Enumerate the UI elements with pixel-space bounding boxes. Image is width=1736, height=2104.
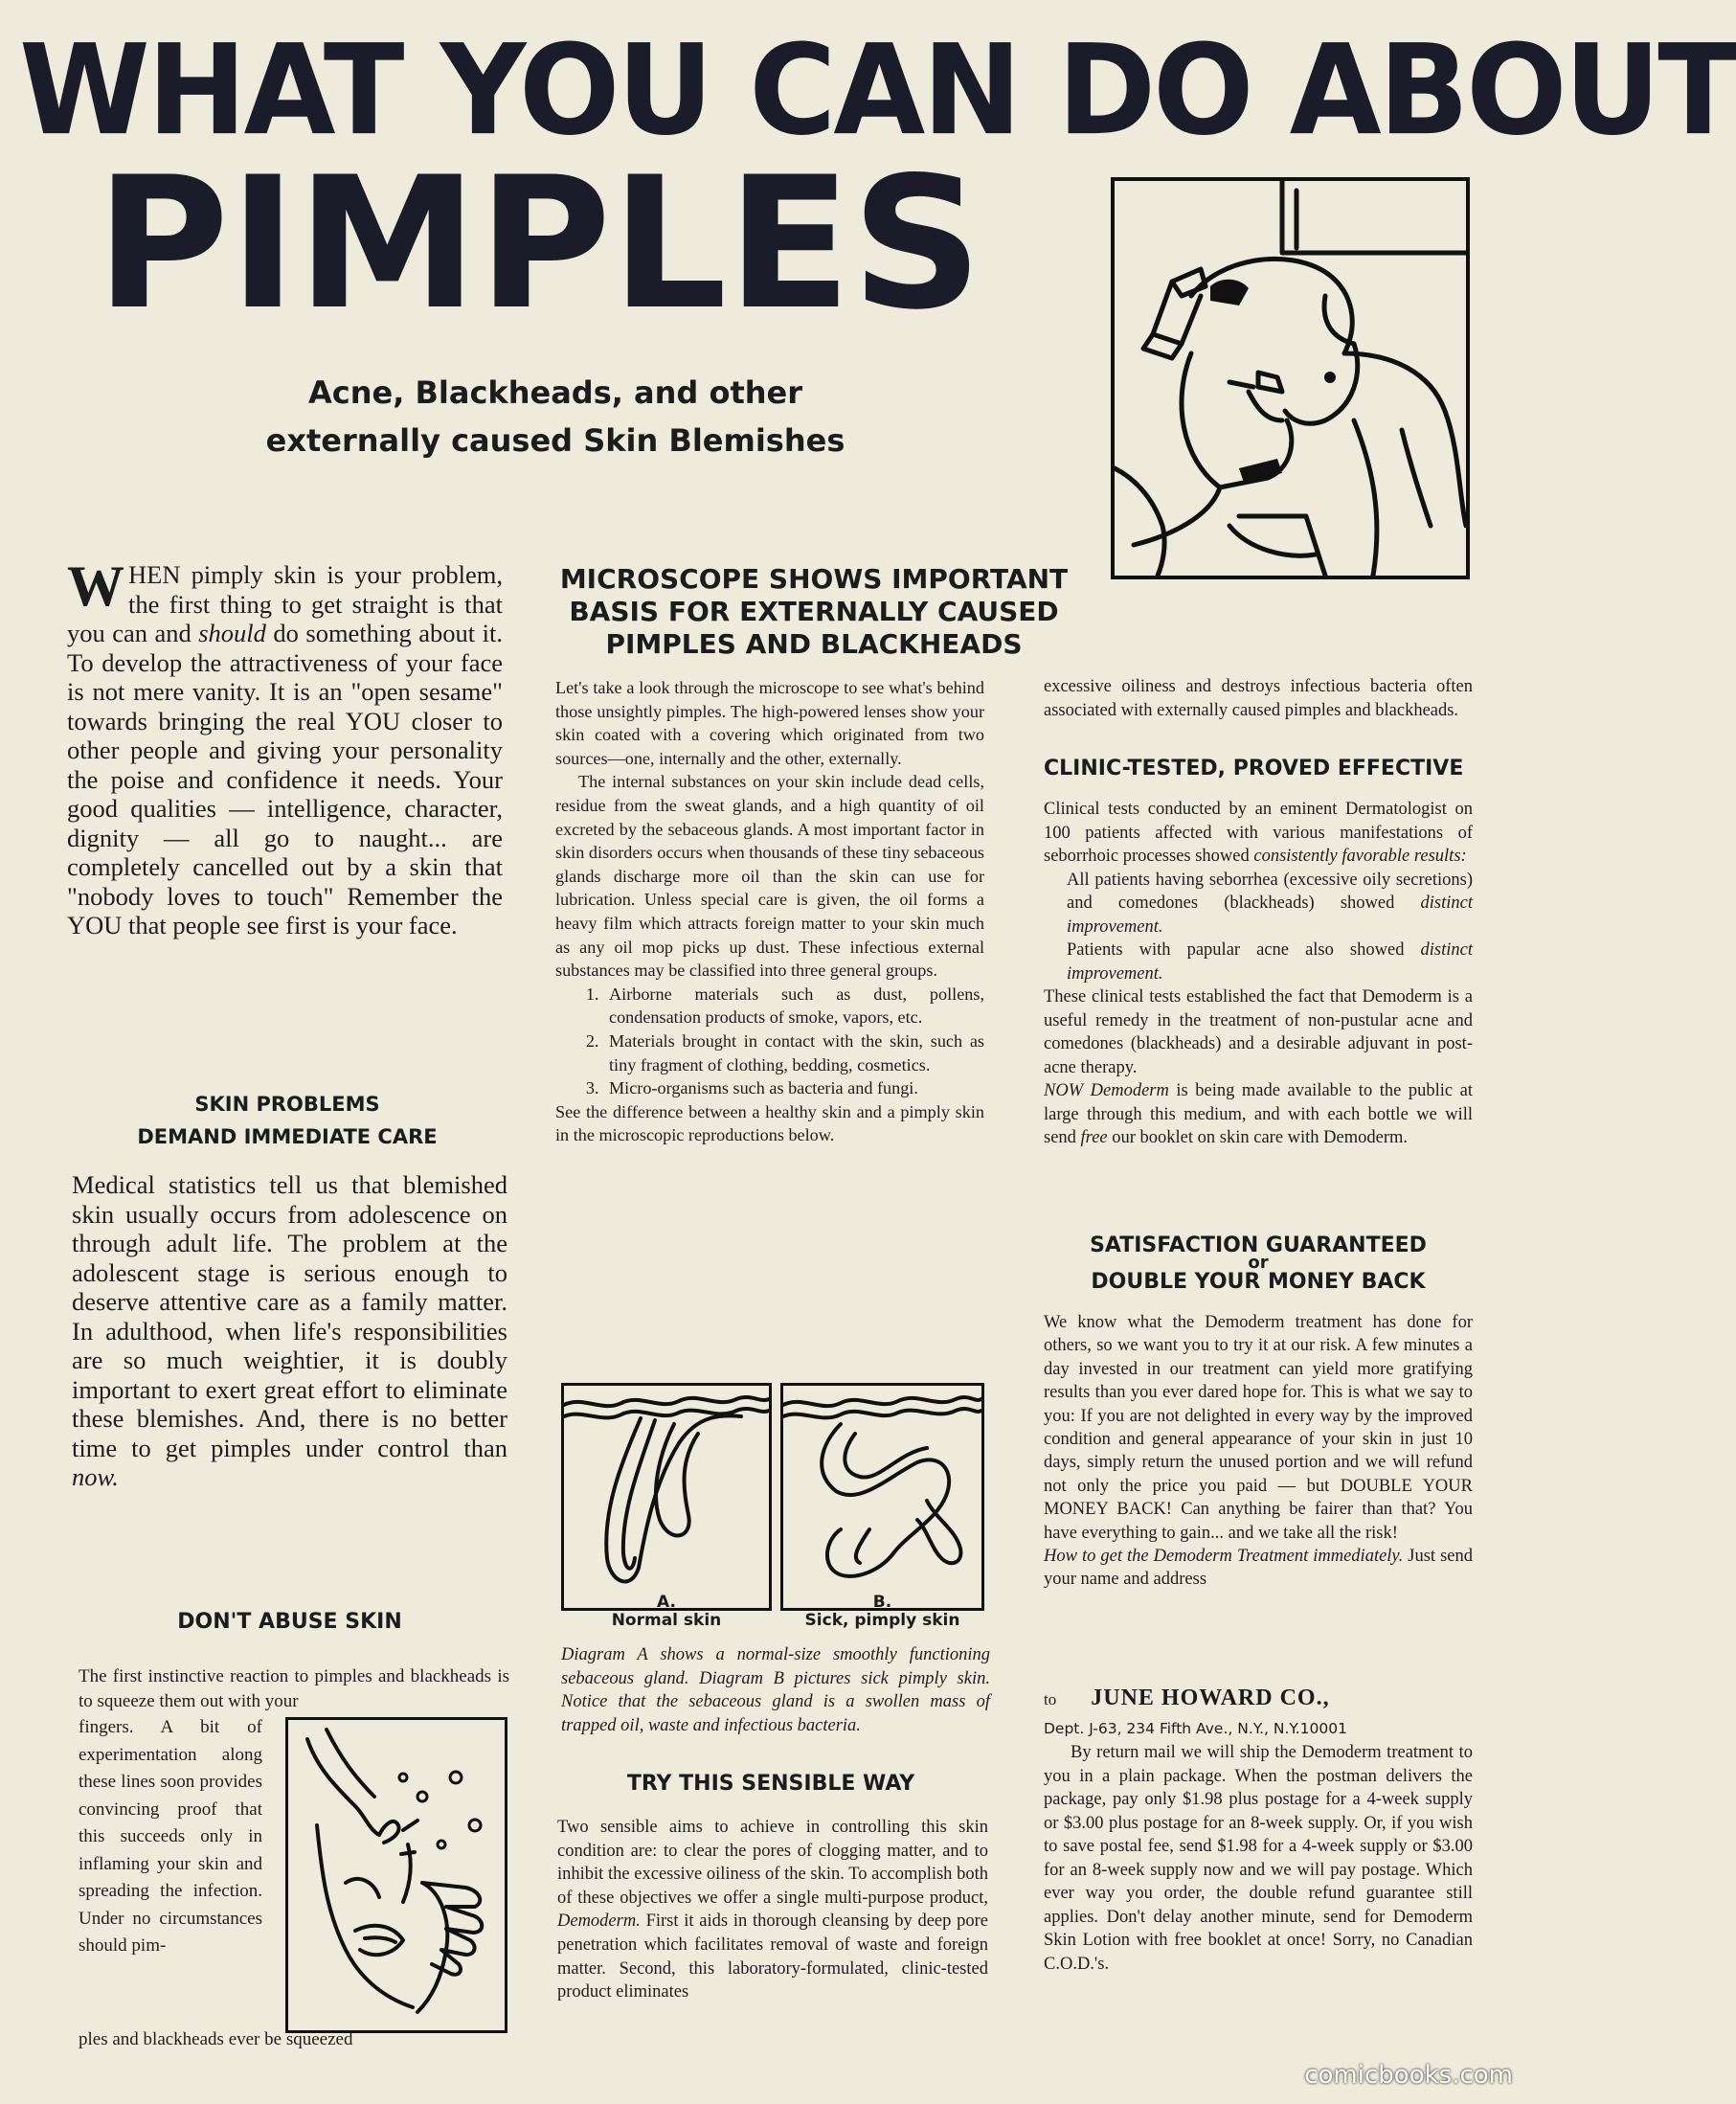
- abuse-heading: DON'T ABUSE SKIN: [177, 1610, 402, 1634]
- doctor-microscope-illustration: [1111, 177, 1470, 579]
- skin-problems-body: Medical statistics tell us that blemished skin usually occurs from adolescence on through adult life. The problem at the adolescent stage is serious enough to deserve attentive care as a family matter. In adulthood, when life's responsibilities are so much weightier, it is doubly important to exert great effort to eliminate these blemishes. And, there is no better time to get pimples under control than: [72, 1170, 507, 1462]
- clinic-text: [1044, 798, 1473, 1150]
- product-name: Demoderm.: [557, 1912, 641, 1932]
- company-name-line: [1044, 1684, 1473, 1714]
- microscope-paragraph-2-text: The internal substances on your skin include dead cells, residue from the sweat glands, and a high quantity of oil excreted by the sebaceous glands. A most important factor in skin disorders occurs when thousands of these tiny sebaceous glands discharge more oil than the skin can use for lubrication. Unless special care is given, the oil forms a heavy film which attracts foreign matter to your skin much as any oil mop picks up dust. These infectious external substances may be classified into three general groups.: [555, 772, 984, 981]
- skin-problems-emphasis: now.: [72, 1462, 119, 1491]
- guarantee-heading-line-1: SATISFACTION GUARANTEED: [1090, 1233, 1427, 1257]
- diagram-a-label: [561, 1594, 772, 1630]
- abuse-text-1: The first instinctive reaction to pimples and blackheads is to squeeze them out with your: [79, 1666, 509, 1711]
- subheadline-line-2: externally caused Skin Blemishes: [265, 422, 845, 459]
- squeezing-pimple-illustration: [285, 1717, 507, 2033]
- diagram-b-letter: B.: [872, 1593, 892, 1612]
- skin-problems-heading-line-2: DEMAND IMMEDIATE CARE: [137, 1125, 438, 1148]
- clinic-paragraph-5-end: our booklet on skin care with Demoderm.: [1107, 1128, 1409, 1147]
- diagram-caption: Diagram A shows a normal-size smoothly functioning sebaceous gland. Diagram B pictures sick pimply skin. Notice that the sebaceous gland is a swollen mass of trapped oil, waste and infectious bacteria.: [561, 1645, 990, 1735]
- microscope-paragraph-2: [555, 770, 984, 982]
- clinic-paragraph-1: Clinical tests conducted by an eminent Dermatologist on 100 patients affected with various manifestations of seborrhoic processes showed: [1044, 800, 1473, 866]
- skin-problems-text: [72, 1170, 507, 1492]
- intro-text-1: HEN pimply skin is your problem, the first thing to get straight is that you can and: [67, 560, 503, 647]
- subheadline: [220, 369, 891, 464]
- microscope-text: [555, 676, 984, 1147]
- microscope-paragraph-3: See the difference between a healthy skin and a pimply skin in the microscopic reproductions below.: [555, 1101, 984, 1145]
- diagram-b-title: Sick, pimply skin: [804, 1611, 960, 1630]
- clinic-emphasis-5: NOW Demoderm: [1044, 1081, 1169, 1100]
- order-paragraph: By return mail we will ship the Demoderm treatment to you in a plain package. When the postman delivers the package, pay only $1.98 plus postage for a 4-week supply or $3.00 plus postage for an 8-week supply. Or, if you wish to save postal fee, send $1.98 for a 4-week supply or $3.00 for an 8-week supply now and we will pay postage. Which ever way you order, the double refund guarantee still applies. Don't delay another minute, send for Demoderm Skin Lotion with free booklet at once! Sorry, no Canadian C.O.D.'s.: [1044, 1743, 1473, 1974]
- intro-emphasis: should: [198, 619, 266, 647]
- skin-problems-heading: [86, 1088, 488, 1153]
- clinic-heading: CLINIC-TESTED, PROVED EFFECTIVE: [1044, 757, 1464, 781]
- list-item: 2. Materials brought in contact with the skin, such as tiny fragment of clothing, bedding, cosmetics.: [603, 1029, 984, 1076]
- external-groups-list: [555, 983, 984, 1100]
- hand-squeezing-icon: [288, 1720, 505, 2030]
- diagram-pimply-skin: [780, 1383, 984, 1611]
- abuse-text-3: ples and blackheads ever be squeezed: [79, 2029, 353, 2049]
- diagram-a-letter: A.: [657, 1593, 676, 1612]
- try-text: [557, 1816, 988, 2004]
- intro-text-2: do something about it. To develop the attractiveness of your face is not mere vanity. It is an "open sesame" towards bringing the real YOU closer to other people and giving your personality the poise and confidence it needs. Your good qualities — intelligence, character, dignity — all go to naught... are completely cancelled out by a skin that "nobody loves to touch" Remember the YOU that people see first is your face.: [67, 619, 503, 939]
- company-to: to: [1044, 1690, 1057, 1708]
- diagram-b-label: [780, 1594, 984, 1630]
- clinic-emphasis-3: distinct improvement.: [1067, 940, 1473, 984]
- microscope-heading-line-2: BASIS FOR EXTERNALLY CAUSED: [569, 596, 1059, 627]
- guarantee-text: [1044, 1311, 1473, 1592]
- company-address: Dept. J-63, 234 Fifth Ave., N.Y., N.Y.10001: [1044, 1720, 1347, 1737]
- clinic-paragraph-5: is being made available to the public at large through this medium, and with each bottle we will send: [1044, 1081, 1474, 1147]
- microscope-heading-line-3: PIMPLES AND BLACKHEADS: [605, 628, 1023, 660]
- guarantee-heading-line-2: DOUBLE YOUR MONEY BACK: [1091, 1270, 1426, 1294]
- try-text-2: First it aids in thorough cleansing by deep pore penetration which facilitates removal of waste and foreign matter. Second, this laboratory-formulated, clinic-tested product eliminates: [557, 1912, 988, 2002]
- microscope-paragraph-1: Let's take a look through the microscope to see what's behind those unsightly pimples. The high-powered lenses show your skin coated with a covering which originated from two sources—one, internally and the other, externally.: [555, 678, 984, 768]
- dropcap: W: [67, 554, 124, 618]
- clinic-paragraph-3: Patients with papular acne also showed: [1067, 940, 1421, 960]
- subheadline-line-1: Acne, Blackheads, and other: [307, 374, 802, 411]
- watermark: comicbooks.com: [1304, 2061, 1513, 2090]
- column-3-continuation: excessive oiliness and destroys infectious bacteria often associated with externally caused pimples and blackheads.: [1044, 677, 1473, 720]
- guarantee-paragraph: We know what the Demoderm treatment has done for others, so we want you to try it at our risk. A few minutes a day invested in our treatment can yield more gratifying results than you ever dared hope for. This is what we say to you: If you are not delighted in every way by the improved condition and general appearance of your skin in just 10 days, simply return the unused portion and we will refund not only the price you paid — but DOUBLE YOUR MONEY BACK! Can anything be fairer than that? You have everything to gain... and we take all the risk!: [1044, 1313, 1473, 1543]
- clinic-emphasis-free: free: [1080, 1128, 1108, 1147]
- clinic-paragraph-2: All patients having seborrhea (excessive oily secretions) and comedones (blackheads) showed: [1067, 870, 1473, 913]
- order-text: [1044, 1741, 1473, 1976]
- list-item: 1. Airborne materials such as dust, pollens, condensation products of smoke, vapors, etc.: [603, 983, 984, 1029]
- guarantee-heading: [1044, 1235, 1473, 1293]
- microscope-heading-line-1: MICROSCOPE SHOWS IMPORTANT: [559, 563, 1069, 595]
- abuse-text-2: fingers. A bit of experimentation along these lines soon provides convincing proof that this succeeds only in inflaming your skin and spreading the infection. Under no circumstances should pim-: [79, 1717, 262, 1956]
- intro-text: [67, 554, 503, 940]
- how-to-get-emphasis: How to get the Demoderm Treatment immediately.: [1044, 1547, 1404, 1567]
- diagram-normal-skin: [561, 1383, 772, 1611]
- company-name: JUNE HOWARD CO.,: [1091, 1685, 1330, 1710]
- headline-pimples: PIMPLES: [96, 138, 982, 350]
- clinic-paragraph-4: These clinical tests established the fact that Demoderm is a useful remedy in the treatment of non-pustular acne and comedones (blackheads) and a desirable adjuvant in post-acne therapy.: [1044, 987, 1473, 1077]
- try-text-1: Two sensible aims to achieve in controlling this skin condition are: to clear the pores of clogging matter, and to inhibit the excessive oiliness of the skin. To accomplish both of these objectives we offer a single multi-purpose product,: [557, 1818, 988, 1908]
- clinic-emphasis-2: distinct improvement.: [1067, 894, 1473, 937]
- list-item: 3. Micro-organisms such as bacteria and fungi.: [603, 1076, 984, 1100]
- doctor-microscope-icon: [1115, 181, 1466, 576]
- try-heading: TRY THIS SENSIBLE WAY: [626, 1772, 915, 1796]
- normal-gland-icon: [564, 1386, 769, 1608]
- skin-problems-heading-line-1: SKIN PROBLEMS: [194, 1093, 380, 1116]
- diagram-a-title: Normal skin: [611, 1611, 722, 1630]
- microscope-heading: [546, 563, 1082, 661]
- how-to-get-text: Just send your name and address: [1044, 1547, 1473, 1590]
- guarantee-heading-or: or: [1248, 1253, 1269, 1273]
- clinic-emphasis-1: consistently favorable results:: [1253, 847, 1467, 866]
- swollen-gland-icon: [783, 1386, 981, 1608]
- headline: WHAT YOU CAN DO ABOUT: [19, 18, 1736, 164]
